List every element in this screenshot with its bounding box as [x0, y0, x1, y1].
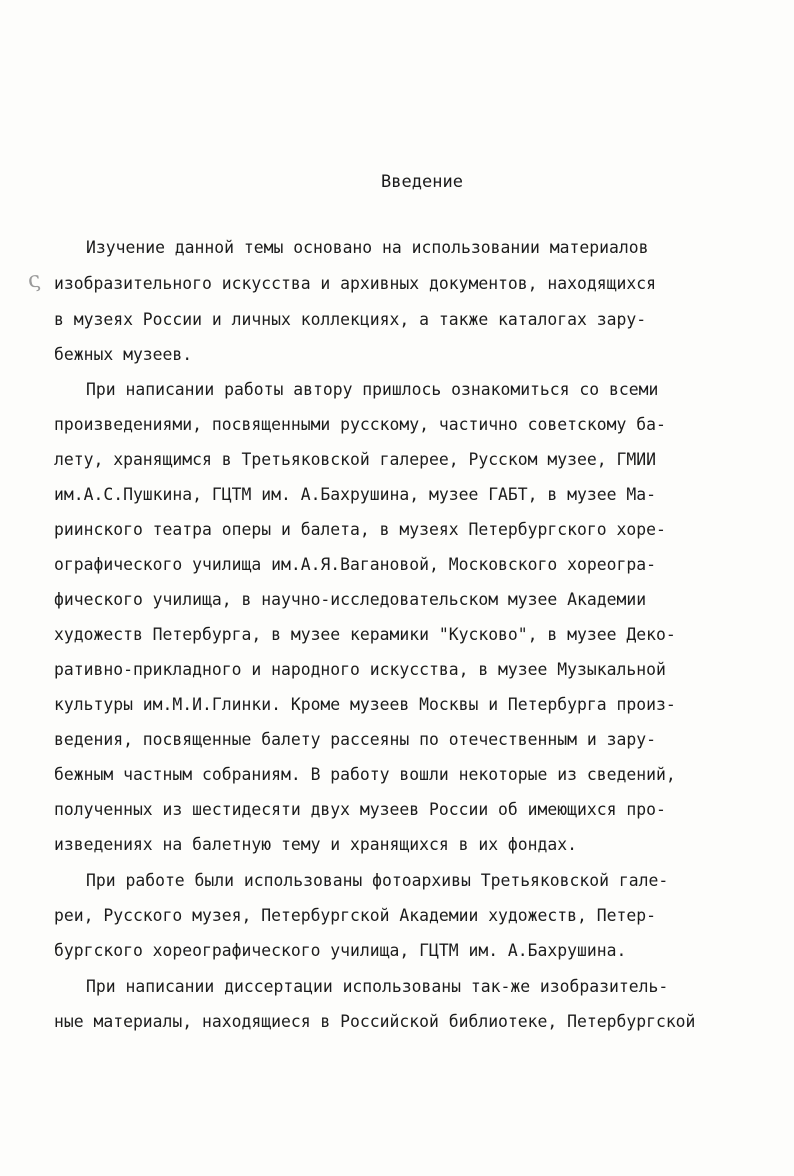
text-line: бежным частным собраниям. В работу вошли некоторые из сведений, [54, 765, 676, 784]
text-line: Изучение данной темы основано на использовании материалов [86, 238, 649, 257]
text-line: бургского хореографического училища, ГЦТМ им. А.Бахрушина. [54, 941, 627, 960]
text-line: изобразительного искусства и архивных документов, находящихся [54, 274, 656, 293]
text-line: ративно-прикладного и народного искусства, в музее Музыкальной [54, 660, 666, 679]
text-line: в музеях России и личных коллекциях, а также каталогах зару- [54, 310, 647, 329]
text-line: полученных из шестидесяти двух музеев России об имеющихся про- [54, 800, 666, 819]
text-line: При написании работы автору пришлось ознакомиться со всеми [86, 380, 659, 399]
text-line: художеств Петербурга, в музее керамики "Кусково", в музее Деко- [54, 625, 676, 644]
text-line: ведения, посвященные балету рассеяны по отечественным и зару- [54, 730, 656, 749]
text-line: культуры им.М.И.Глинки. Кроме музеев Москвы и Петербурга произ- [54, 695, 676, 714]
text-line: При работе были использованы фотоархивы Третьяковской гале- [86, 871, 669, 890]
text-line: При написании диссертации использованы так-же изобразитель- [86, 977, 669, 996]
margin-pencil-mark: ς [26, 267, 43, 294]
text-line: ные материалы, находящиеся в Российской библиотеке, Петербургской [54, 1012, 696, 1031]
text-line: риинского театра оперы и балета, в музеях Петербургского хоре- [54, 520, 666, 539]
text-line: произведениями, посвященными русскому, частично советскому ба- [54, 415, 666, 434]
text-line: ографического училища им.А.Я.Вагановой, Московского хореогра- [54, 555, 656, 574]
text-line: изведениях на балетную тему и хранящихся в их фондах. [54, 835, 578, 854]
text-line: лету, хранящимся в Третьяковской галерее, Русском музее, ГМИИ [54, 450, 656, 469]
page-title: Введение [381, 172, 463, 192]
text-line: им.А.С.Пушкина, ГЦТМ им. А.Бахрушина, музее ГАБТ, в музее Ма- [54, 485, 656, 504]
text-line: бежных музеев. [54, 345, 193, 364]
text-line: фического училища, в научно-исследовательском музее Академии [54, 590, 647, 609]
text-line: реи, Русского музея, Петербургской Академии художеств, Петер- [54, 906, 656, 925]
